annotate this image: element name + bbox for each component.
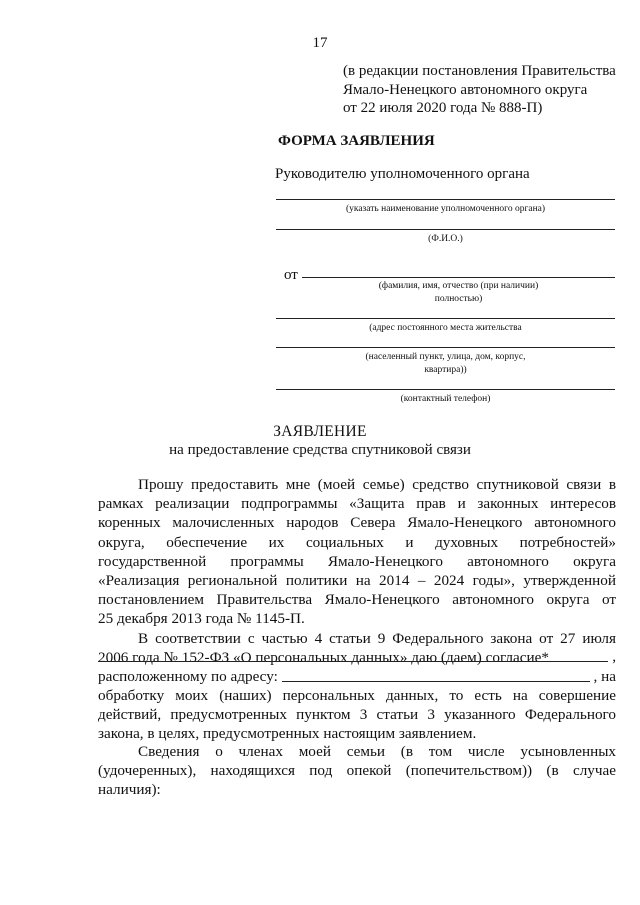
text-line: «Реализация региональной политики на 2014 – 2024 годы», утвержденной [98,572,616,590]
text-line: наличия): [98,781,161,799]
applicant-name-line[interactable] [302,277,615,278]
redaction-line: (в редакции постановления Правительства [343,63,616,79]
address-label: расположенному по адресу: [98,668,278,685]
text-line: 2006 года № 152-ФЗ «О персональных данных» даю (даем) согласие* [98,649,549,667]
paragraph-family [98,742,616,800]
page-number: 17 [312,35,328,51]
address-detail-line[interactable] [276,347,615,348]
organ-name-hint: (указать наименование уполномоченного органа) [345,204,546,214]
hint-line: (фамилия, имя, отчество (при наличии) [378,281,539,291]
consent-name-row [98,647,616,666]
paragraph-processing [98,686,616,744]
organ-name-line[interactable] [276,199,615,200]
address-line[interactable] [276,318,615,319]
text-line: обработку моих (наших) персональных данных, то есть на совершение [98,687,616,704]
comma: , [612,648,616,665]
fio-line[interactable] [276,229,615,230]
consent-name-blank[interactable] [98,661,608,662]
phone-line[interactable] [276,389,615,390]
redaction-line: Ямало-Ненецкого автономного округа [343,81,588,98]
address-detail-hint [276,351,615,376]
address-hint: (адрес постоянного места жительства [369,323,522,333]
text-line: 25 декабря 2013 года № 1145-П. [98,610,305,628]
hint-line: квартира)) [424,364,467,375]
text-line: закона, в целях, предусмотренных настоящим заявлением. [98,725,477,743]
paragraph-request [98,475,616,629]
text-line: Сведения о членах моей семьи (в том числе усыновленных [138,743,616,760]
hint-line: (населенный пункт, улица, дом, корпус, [365,352,526,362]
form-title: ФОРМА ЗАЯВЛЕНИЯ [278,133,435,149]
text-line: постановлением Правительства Ямало-Ненецкого автономного округа от [98,591,616,609]
statement-title: ЗАЯВЛЕНИЕ [273,423,367,440]
text-line: действий, предусмотренных пунктом 3 статьи 3 указанного Федерального [98,706,616,724]
text-line: Прошу предоставить мне (моей семье) средство спутниковой связи в [138,476,616,493]
address-end: , на [593,668,616,685]
fio-hint: (Ф.И.О.) [428,234,463,244]
addressee: Руководителю уполномоченного органа [275,166,530,182]
phone-hint: (контактный телефон) [400,394,491,404]
text-line: округа, обеспечение их социальных и духовных потребностей» [98,533,616,551]
redaction-line: от 22 июля 2020 года № 888-П) [343,100,543,116]
consent-address-blank[interactable] [282,681,590,682]
text-line: (удочеренных), находящихся под опекой (попечительством)) (в случае [98,762,616,780]
from-label: от [284,267,298,283]
redaction-note [343,62,616,118]
text-line: коренных малочисленных народов Севера Ямало-Ненецкого автономного [98,514,616,532]
text-line: В соответствии с частью 4 статьи 9 Федерального закона от 27 июля [138,630,616,647]
statement-subtitle: на предоставление средства спутниковой связи [169,442,471,458]
text-line: государственной программы Ямало-Ненецкого автономного округа [98,552,616,570]
hint-line: полностью) [434,293,483,304]
text-line: рамках реализации подпрограммы «Защита прав и законных интересов [98,495,616,513]
applicant-name-hint [302,280,615,305]
consent-address-row [98,667,616,686]
